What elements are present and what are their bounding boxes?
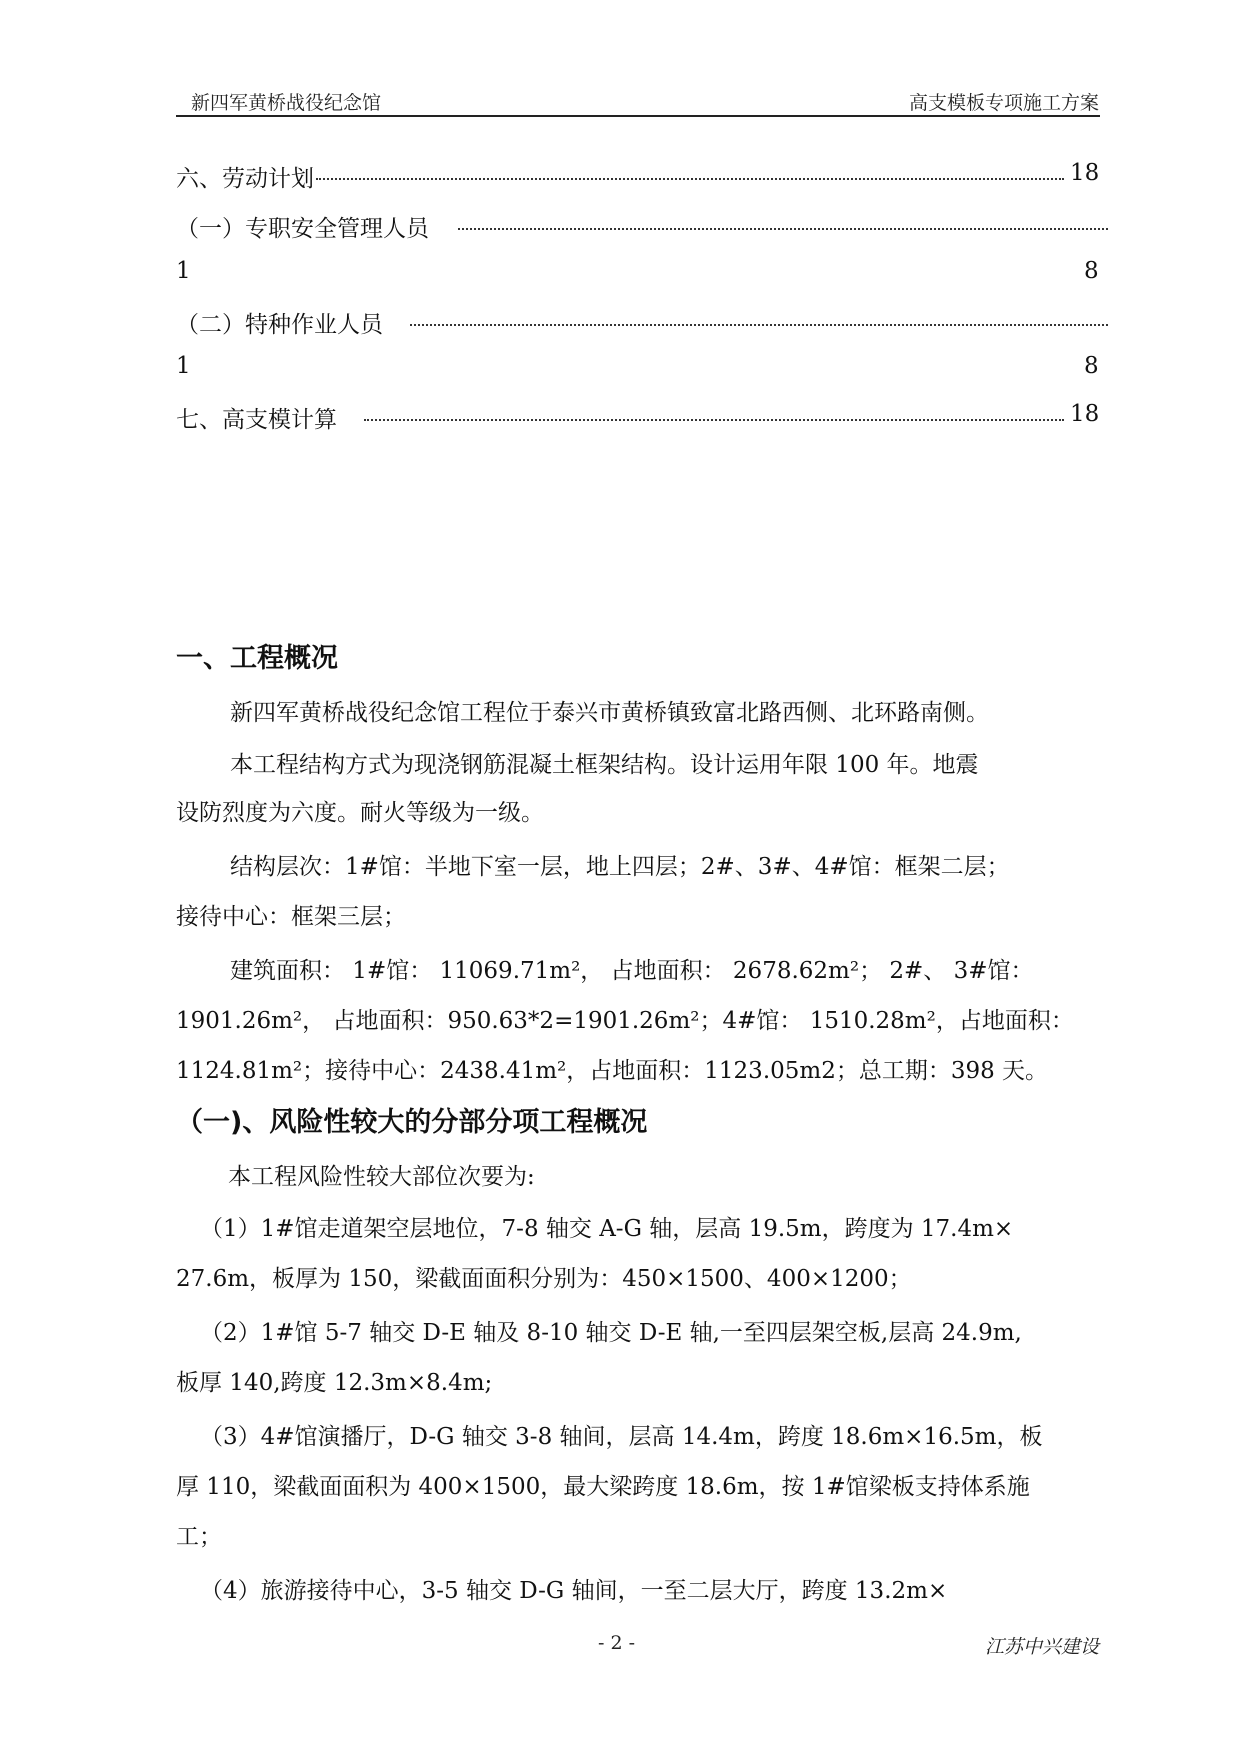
page-number: - 2 - [598, 1632, 636, 1654]
toc-entry-page-last: 8 [1084, 258, 1099, 284]
toc-entry-title: （一）专职安全管理人员 [176, 216, 429, 242]
section-heading: 一、工程概况 [176, 643, 338, 674]
list-item-line: （2）1#馆 5-7 轴交 D-E 轴及 8-10 轴交 D-E 轴,一至四层架空板,层高 24.9m, [200, 1320, 1022, 1346]
header-rule [176, 115, 1100, 117]
toc-entry-title: 七、高支模计算 [176, 407, 337, 433]
paragraph-line: 结构层次：1#馆：半地下室一层，地上四层；2#、3#、4#馆：框架二层； [230, 854, 1010, 880]
paragraph-line: 建筑面积： 1#馆： 11069.71m²， 占地面积： 2678.62m²； 2#、 3#馆： [230, 958, 1034, 984]
list-item-line: 工； [176, 1524, 222, 1550]
toc-entry-page: 18 [1070, 160, 1100, 186]
toc-leader [316, 178, 1064, 180]
list-item-line: （3）4#馆演播厅，D-G 轴交 3-8 轴间，层高 14.4m，跨度 18.6m×16.5m，板 [200, 1424, 1043, 1450]
paragraph-line: 新四军黄桥战役纪念馆工程位于泰兴市黄桥镇致富北路西侧、北环路南侧。 [230, 700, 989, 726]
paragraph-line: 1124.81m²；接待中心：2438.41m²，占地面积：1123.05m2；总工期：398 天。 [176, 1058, 1049, 1084]
paragraph-line: 设防烈度为六度。耐火等级为一级。 [176, 800, 544, 826]
list-item-line: 板厚 140,跨度 12.3m×8.4m; [176, 1370, 493, 1396]
paragraph-line: 本工程风险性较大部位次要为: [228, 1164, 535, 1190]
list-item-line: （1）1#馆走道架空层地位，7-8 轴交 A-G 轴，层高 19.5m，跨度为 17.4m× [200, 1216, 1014, 1242]
footer-company: 江苏中兴建设 [984, 1636, 1099, 1658]
toc-leader [364, 419, 1064, 421]
toc-entry-page-last: 8 [1084, 353, 1099, 379]
toc-leader [458, 228, 1108, 230]
list-item-line: 27.6m，板厚为 150，梁截面面积分别为：450×1500、400×1200； [176, 1266, 912, 1292]
header-project-name: 新四军黄桥战役纪念馆 [191, 92, 382, 114]
subsection-heading: （一)、风险性较大的分部分项工程概况 [176, 1107, 648, 1138]
toc-entry-page-first: 1 [176, 353, 191, 379]
toc-leader [410, 324, 1108, 326]
toc-entry-title: （二）特种作业人员 [176, 312, 383, 338]
list-item-line: 厚 110，梁截面面积为 400×1500，最大梁跨度 18.6m，按 1#馆梁板支持体系施 [176, 1474, 1030, 1500]
list-item-line: （4）旅游接待中心，3-5 轴交 D-G 轴间，一至二层大厅，跨度 13.2m× [200, 1578, 948, 1604]
header-document-title: 高支模板专项施工方案 [908, 92, 1099, 114]
paragraph-line: 1901.26m²， 占地面积：950.63*2=1901.26m²；4#馆： 1510.28m²，占地面积： [176, 1008, 1074, 1034]
toc-entry-page-first: 1 [176, 258, 191, 284]
paragraph-line: 接待中心：框架三层； [176, 904, 406, 930]
paragraph-line: 本工程结构方式为现浇钢筋混凝土框架结构。设计运用年限 100 年。地震 [230, 752, 979, 778]
toc-entry-page: 18 [1070, 401, 1100, 427]
toc-entry-title: 六、劳动计划 [176, 166, 314, 192]
